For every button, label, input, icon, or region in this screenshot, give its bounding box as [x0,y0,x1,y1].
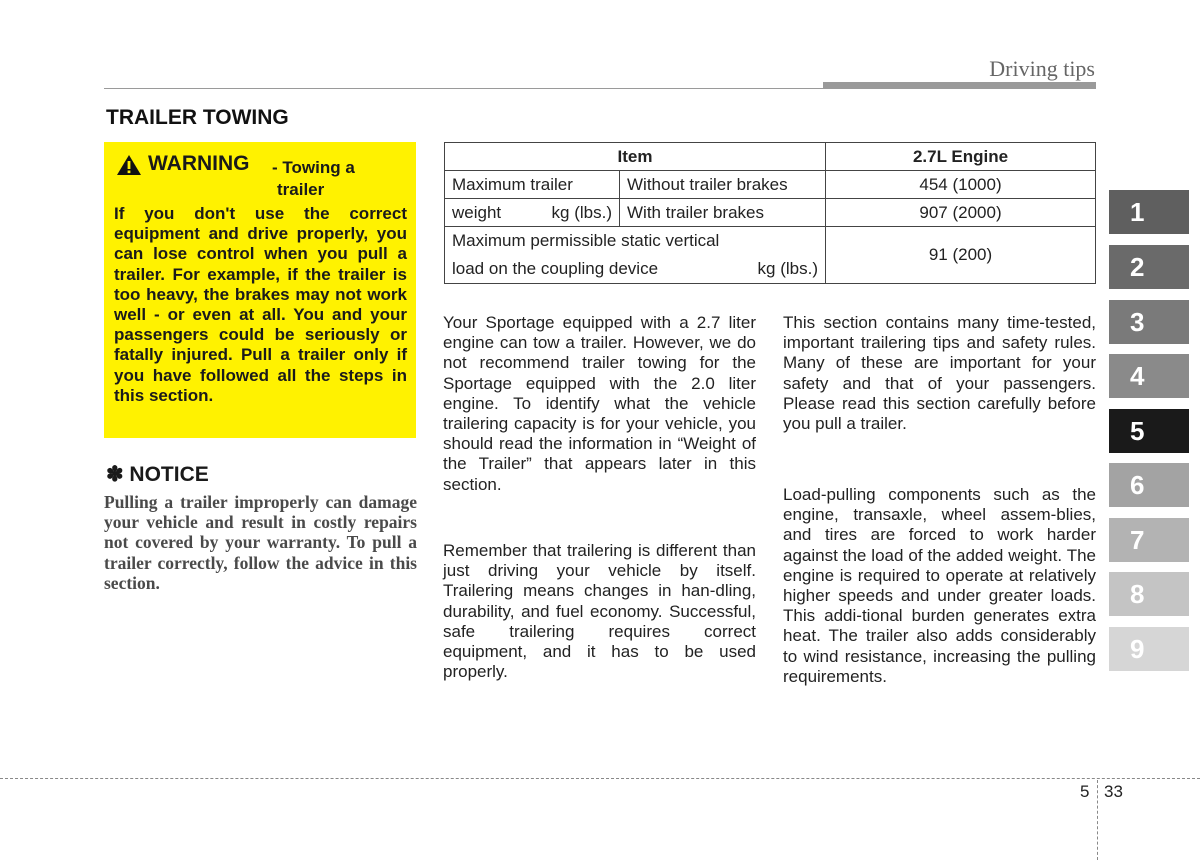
table-cell-max-trailer-line1: Maximum trailer [445,171,620,199]
notice-heading: ✽ NOTICE [106,463,209,486]
column2-paragraph1: This section contains many time-tested, important trailering tips and safety rules. Many of these are important for your safety and that of your passengers. Please read this section carefully before you pull a trailer. [783,313,1096,434]
table-cell-without-brakes-value: 454 (1000) [826,171,1096,199]
column1-paragraph1: Your Sportage equipped with a 2.7 liter engine can tow a trailer. However, we do not recommend trailer towing for the Sportage equipped with the 2.0 liter engine. To identify what the vehicle trailering capacity is for your vehicle, you should read the information in “Weight of the Trailer” that appears later in this section. [443,313,756,494]
weight-unit: kg (lbs.) [551,202,612,222]
table-cell-with-brakes-value: 907 (2000) [826,199,1096,227]
static-load-line1: Maximum permissible static vertical [452,231,720,250]
chapter-tab-1[interactable]: 1 [1109,190,1189,234]
table-row [445,227,1096,284]
chapter-tab-7[interactable]: 7 [1109,518,1189,562]
footer-dashed-rule [0,778,1200,779]
table-header-item: Item [445,143,826,171]
section-title: TRAILER TOWING [106,106,289,129]
trailer-spec-table [444,142,1096,284]
header-rule-thin [104,88,1096,89]
table-cell-without-brakes-label: Without trailer brakes [620,171,826,199]
weight-label: weight [452,202,502,222]
chapter-tab-8[interactable]: 8 [1109,572,1189,616]
page-chapter-number: 5 [1080,782,1090,801]
table-cell-static-load [445,227,826,284]
table-cell-static-load-value: 91 (200) [826,227,1096,284]
warning-label: WARNING [148,152,250,175]
static-load-unit: kg (lbs.) [757,259,818,278]
column2-paragraph2: Load-pulling components such as the engine, transaxle, wheel assem-blies, and tires are forced to work harder against the load of the added weight. The engine is required to operate at relatively higher speeds and under greater loads. This addi-tional burden generates extra heat. The trailer also adds considerably to wind resistance, increasing the pulling requirements. [783,485,1096,686]
table-cell-with-brakes-label: With trailer brakes [620,199,826,227]
table-row [445,199,1096,227]
footer-vertical-rule [1097,780,1098,860]
table-header-engine: 2.7L Engine [826,143,1096,171]
chapter-tab-5[interactable]: 5 [1109,409,1189,453]
notice-body: Pulling a trailer improperly can damage your vehicle and result in costly repairs not covered by your warranty. To pull a trailer correctly, follow the advice in this section. [104,492,417,593]
warning-subtitle-line1: - Towing a [272,158,355,177]
static-load-line2 [452,255,818,283]
chapter-tab-6[interactable]: 6 [1109,463,1189,507]
static-load-label: load on the coupling device [452,259,659,278]
warning-triangle-icon [116,154,142,176]
warning-heading [112,150,412,200]
chapter-tab-4[interactable]: 4 [1109,354,1189,398]
warning-subtitle-line2: trailer [277,180,325,199]
table-row [445,171,1096,199]
chapter-tab-2[interactable]: 2 [1109,245,1189,289]
warning-body: If you don't use the correct equipment and drive properly, you can lose control when you pull a trailer. For example, if the trailer is too heavy, the brakes may not work well - or even at all. You and your passengers could be seriously or fatally injured. Pull a trailer only if you have followed all the steps in this section. [114,204,407,405]
table-header-row [445,143,1096,171]
page-number: 33 [1104,782,1123,801]
chapter-tab-3[interactable]: 3 [1109,300,1189,344]
chapter-title: Driving tips [989,56,1095,81]
table-cell-max-trailer-line2 [445,199,620,227]
column1-paragraph2: Remember that trailering is different than just driving your vehicle by itself. Trailering means changes in han-dling, durability, and fuel economy. Successful, safe trailering requires correct equipment, and it has to be used properly. [443,541,756,682]
chapter-tab-9[interactable]: 9 [1109,627,1189,671]
